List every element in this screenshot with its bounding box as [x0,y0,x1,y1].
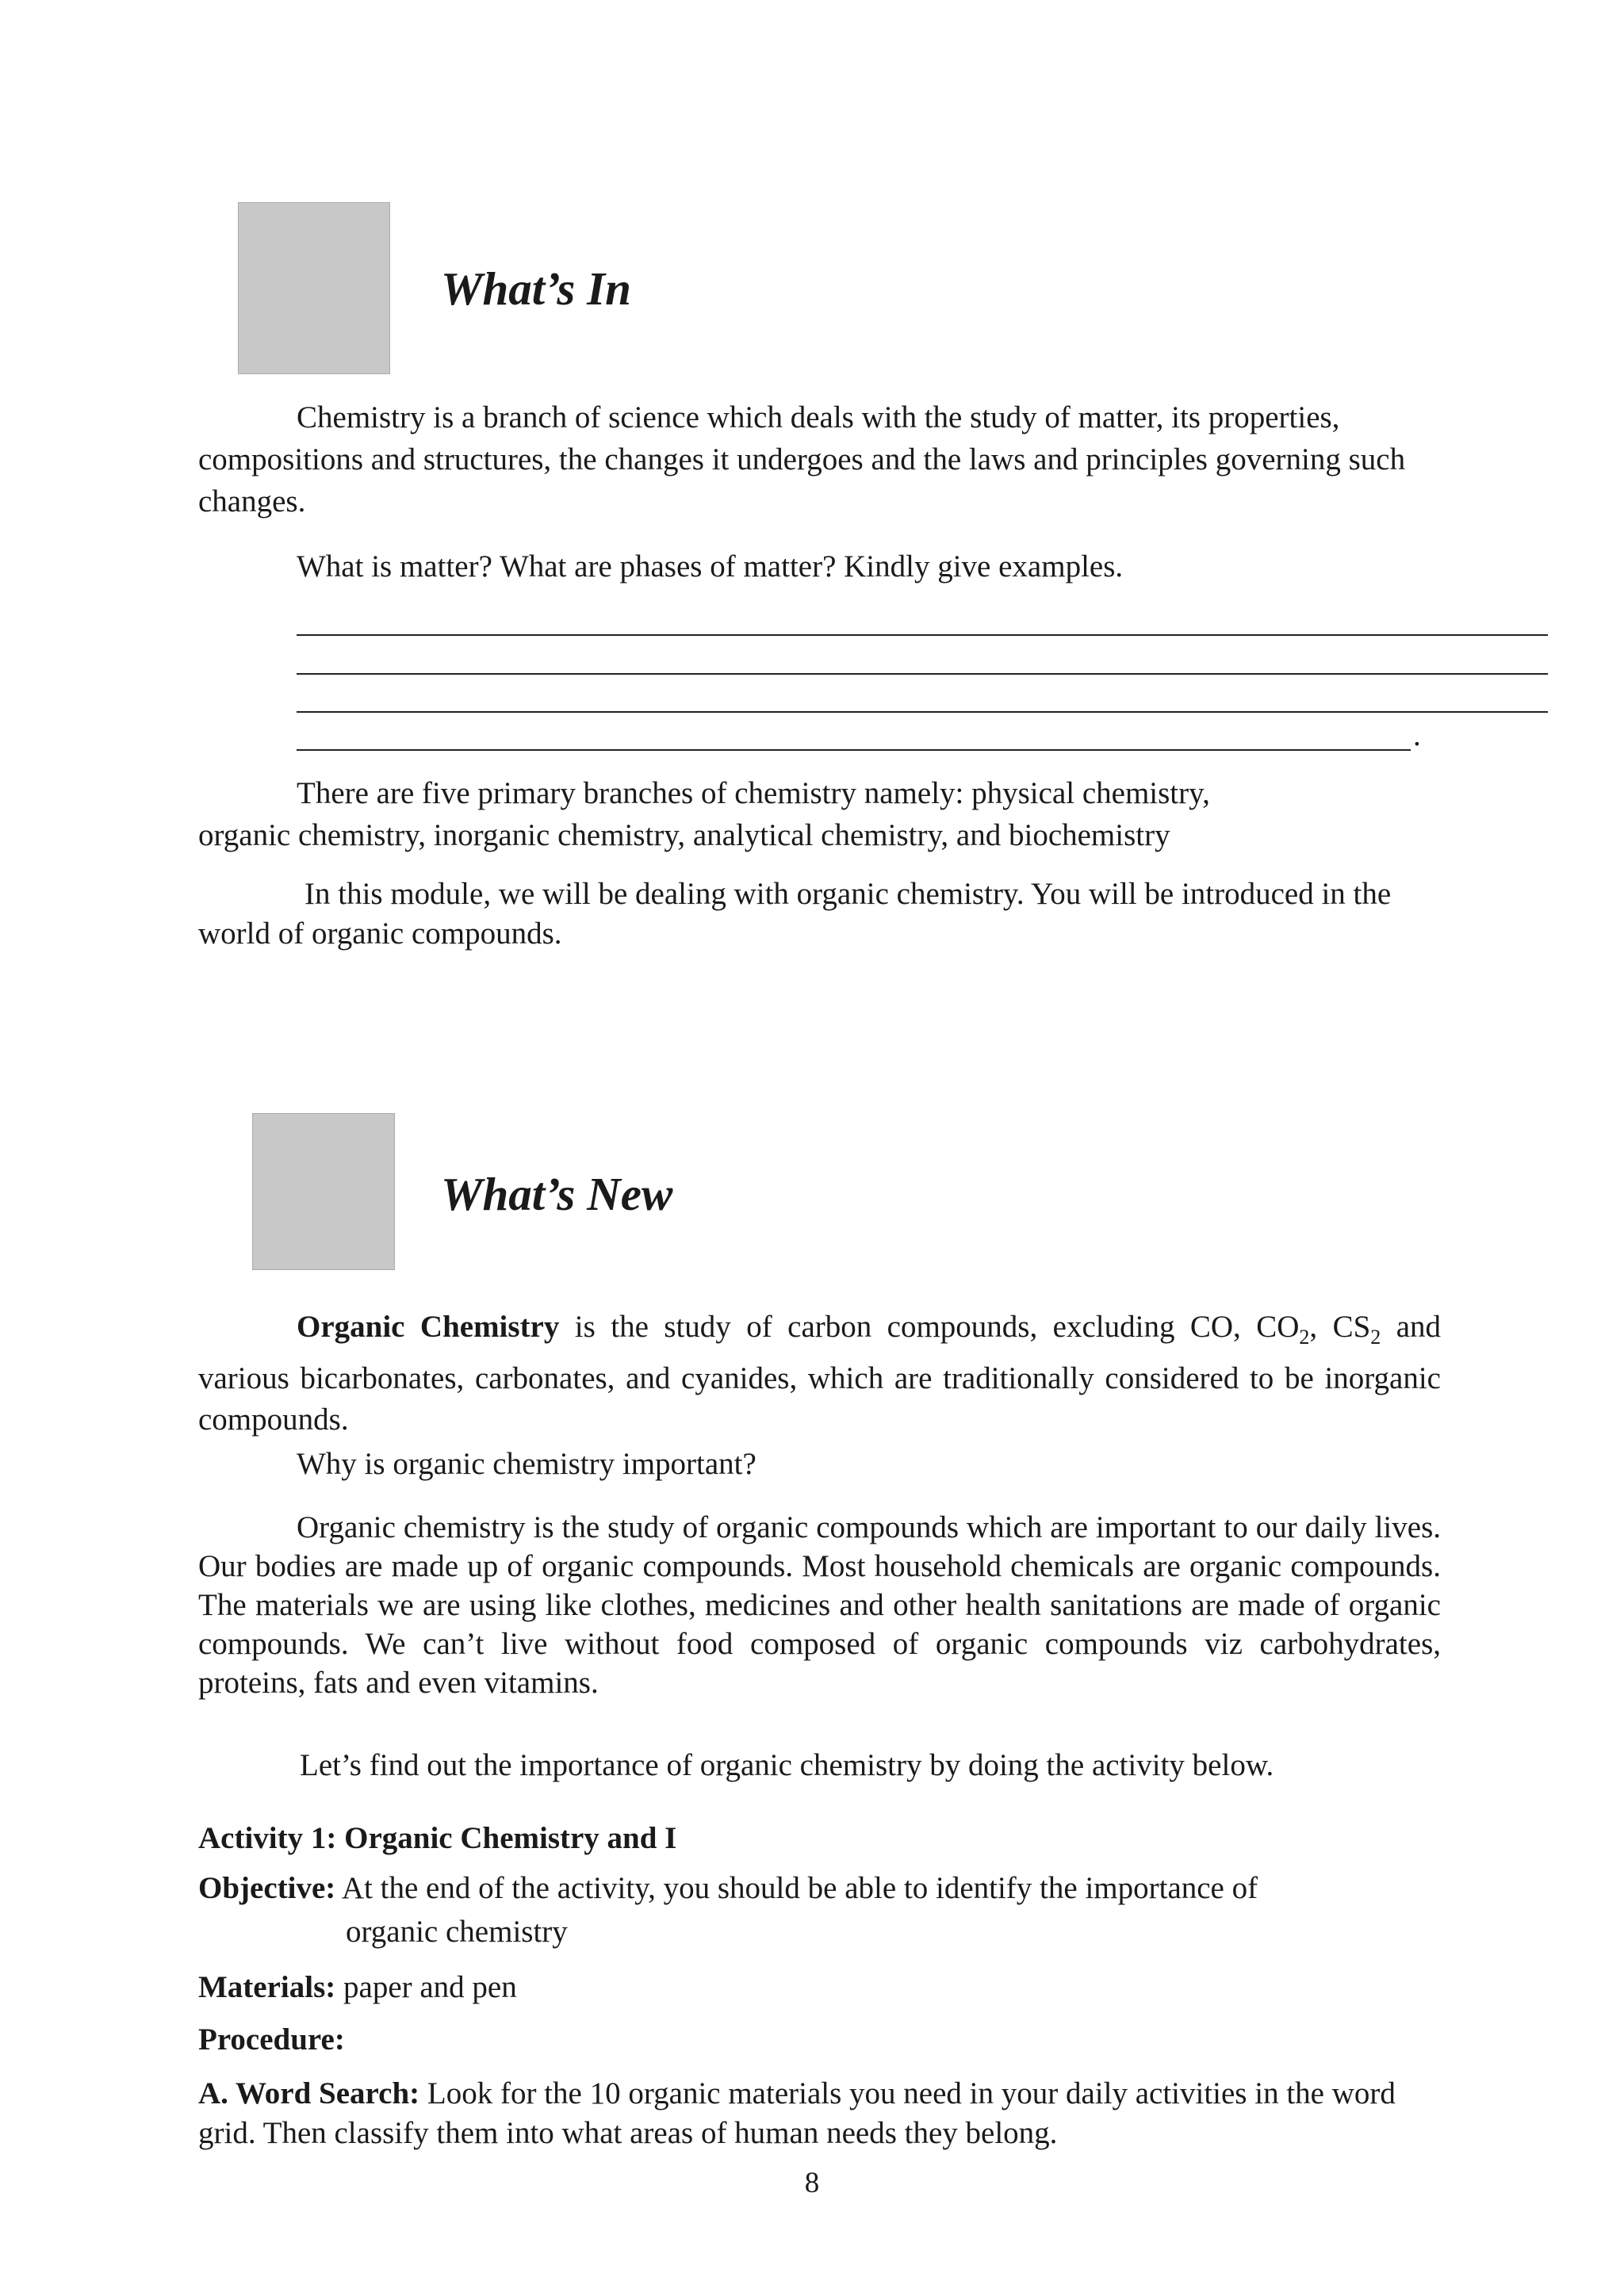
answer-line-1 [297,634,1548,636]
word-search-text: Look for the 10 organic materials you need in your daily activities in the word grid. Then classify them into what areas of human needs they belong. [198,2076,1396,2150]
objective-text-2: organic chemistry [346,1915,568,1949]
materials-text: paper and pen [335,1970,517,2004]
whats-in-paragraph-2: There are five primary branches of chemistry namely: physical chemistry, organic chemistry, inorganic chemistry, analytical chemistry, and biochemistry [198,776,1210,852]
definition-text-3: and various bicarbonates, carbonates, and cyanides, which are traditionally considered to be inorganic compounds. [198,1310,1442,1437]
whats-in-question: What is matter? What are phases of matter? Kindly give examples. [297,549,1124,584]
whats-new-title: What’s New [441,1168,673,1220]
word-search-label: A. Word Search: [198,2076,420,2110]
answer-end-period: . [1413,718,1421,752]
objective-line-1 [198,1867,1435,1909]
organic-chemistry-term: Organic Chemistry [297,1310,560,1344]
definition-text-2: , CS [1309,1310,1371,1344]
page-number: 8 [804,2167,820,2199]
definition-text-1: is the study of carbon compounds, excluding CO, CO [559,1310,1300,1344]
whats-in-paragraph-1: Chemistry is a branch of science which deals with the study of matter, its properties, compositions and structures, the changes it undergoes and the laws and principles governing such changes. [198,400,1406,519]
why-important-question: Why is organic chemistry important? [297,1447,756,1481]
procedure-label: Procedure: [198,2022,345,2057]
materials-line [198,1966,1435,2008]
answer-line-2 [297,673,1548,675]
why-important-answer: Organic chemistry is the study of organic compounds which are important to our daily lives. Our bodies are made up of organic compounds. Most household chemicals are organic compounds. The materials we are using like clothes, medicines and other health sanitations are made of organic compounds. We can’t live without food composed of organic compounds viz carbohydrates, proteins, fats and even vitamins. [198,1510,1441,1700]
answer-line-4 [297,749,1411,751]
materials-label: Materials: [198,1970,336,2004]
answer-line-3 [297,711,1548,713]
cs2-subscript: 2 [1370,1325,1381,1349]
bee-mascot-image-whats-in [238,202,390,374]
co2-subscript: 2 [1299,1325,1310,1349]
whats-in-paragraph-3 [198,874,1451,954]
whats-in-title: What’s In [441,262,631,315]
objective-text-1: At the end of the activity, you should be able to identify the importance of [335,1871,1258,1905]
whats-in-paragraph-3-text: In this module, we will be dealing with organic chemistry. You will be introduced in the world of organic compounds. [198,877,1392,951]
bee-mascot-image-whats-new [252,1113,395,1270]
objective-label: Objective: [198,1871,336,1905]
lets-find-out: Let’s find out the importance of organic chemistry by doing the activity below. [300,1748,1274,1782]
organic-chemistry-definition [198,1307,1441,1441]
activity-title: Activity 1: Organic Chemistry and I [198,1821,677,1855]
word-search-instruction [198,2074,1435,2153]
